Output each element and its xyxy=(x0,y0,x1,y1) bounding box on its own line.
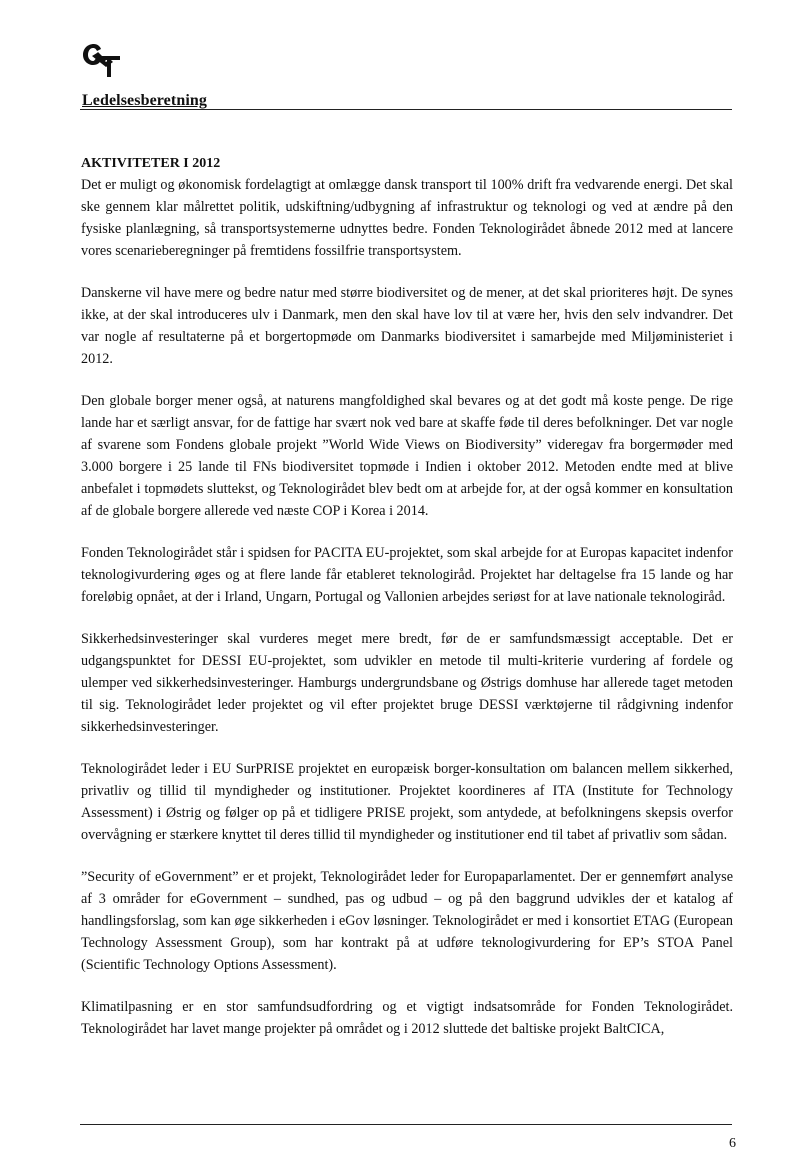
page-heading: Ledelsesberetning xyxy=(82,92,207,109)
paragraph: ”Security of eGovernment” er et projekt, Teknologirådet leder for Europaparlamentet. Der er gennemført analyse af 3 områder for eGovernment – sundhed, pas og udbud – og på den baggrund udvikles der et katalog af handlingsforslag, som kan øge sikkerheden i eGov løsninger. Teknologirådet er med i konsortiet ETAG (European Technology Assessment Group), som har kontrakt på at udføre teknologivurdering for EP’s STOA Panel (Scientific Technology Options Assessment). xyxy=(81,869,733,973)
paragraph: Sikkerhedsinvesteringer skal vurderes meget mere bredt, før de er samfundsmæssigt acceptable. Det er udgangspunktet for DESSI EU-projektet, som udvikler en metode til multi-kriterie vurdering af fordele og ulemper ved sikkerhedsinvesteringer. Hamburgs undergrundsbane og Østrigs domhuse har allerede taget metoden til sig. Teknologirådet leder projektet og vil efter projektet bruge DESSI værktøjerne til rådgivning indenfor sikkerhedsinvesteringer. xyxy=(81,631,733,735)
paragraph: Den globale borger mener også, at naturens mangfoldighed skal bevares og at det godt må koste penge. De rige lande har et særligt ansvar, for de fattige har svært nok ved bare at skaffe føde til deres befolkninger. Det var nogle af svarene som Fondens globale projekt ”World Wide Views on Biodiversity” videregav fra borgermøder med 3.000 borgere i 25 lande til FNs biodiversitet topmøde i Indien i oktober 2012. Metoden endte med at blive anbefalet i topmødets sluttekst, og Teknologirådet blev bedt om at arbejde for, at der også kommer en konsultation af de globale borgere allerede ved næste COP i Korea i 2014. xyxy=(81,393,733,519)
paragraph: Det er muligt og økonomisk fordelagtigt at omlægge dansk transport til 100% drift fra vedvarende energi. Det skal ske gennem klar målrettet politik, udskiftning/udbygning af infrastruktur og teknologi og ved at ændre på den fysiske planlægning, så transportsystemerne udnyttes bedre. Fonden Teknologirådet åbnede 2012 med at lancere vores scenarieberegninger på fremtidens fossilfrie transportsystem. xyxy=(81,177,733,259)
footer-divider xyxy=(80,1124,732,1125)
page-number: 6 xyxy=(729,1136,736,1151)
body-content xyxy=(81,153,733,1060)
heading-divider xyxy=(80,109,732,110)
paragraph: Teknologirådet leder i EU SurPRISE projektet en europæisk borger-konsultation om balancen mellem sikkerhed, privatliv og tillid til myndigheder og institutioner. Projektet koordineres af ITA (Institute for Technology Assessment) i Østrig og følger op på et tidligere PRISE projekt, som antydede, at befolkningens skepsis overfor overvågning er stærkere knyttet til deres tillid til myndigheder og institutioner end til tabet af privatliv som sådan. xyxy=(81,761,733,843)
paragraph: Danskerne vil have mere og bedre natur med større biodiversitet og de mener, at det skal prioriteres højt. De synes ikke, at der skal introduceres ulv i Danmark, men den skal have lov til at være her, hvis den selv indvandrer. Det var nogle af resultaterne på et borgertopmøde om Danmarks biodiversitet i samarbejde med Miljøministeriet i 2012. xyxy=(81,285,733,367)
paragraph: Klimatilpasning er en stor samfundsudfordring og et vigtigt indsatsområde for Fonden Teknologirådet. Teknologirådet har lavet mange projekter på området og i 2012 sluttede det baltiske projekt BaltCICA, xyxy=(81,999,733,1037)
teknologiraadet-logo-icon xyxy=(80,38,122,78)
section-title: AKTIVITETER I 2012 xyxy=(81,156,221,171)
paragraph: Fonden Teknologirådet står i spidsen for PACITA EU-projektet, som skal arbejde for at Europas kapacitet indenfor teknologivurdering øges og at flere lande får etableret teknologiråd. Projektet har deltagelse fra 15 lande og har foreløbig opnået, at der i Irland, Ungarn, Portugal og Vallonien arbejdes seriøst for at lave nationale teknologiråd. xyxy=(81,545,733,605)
